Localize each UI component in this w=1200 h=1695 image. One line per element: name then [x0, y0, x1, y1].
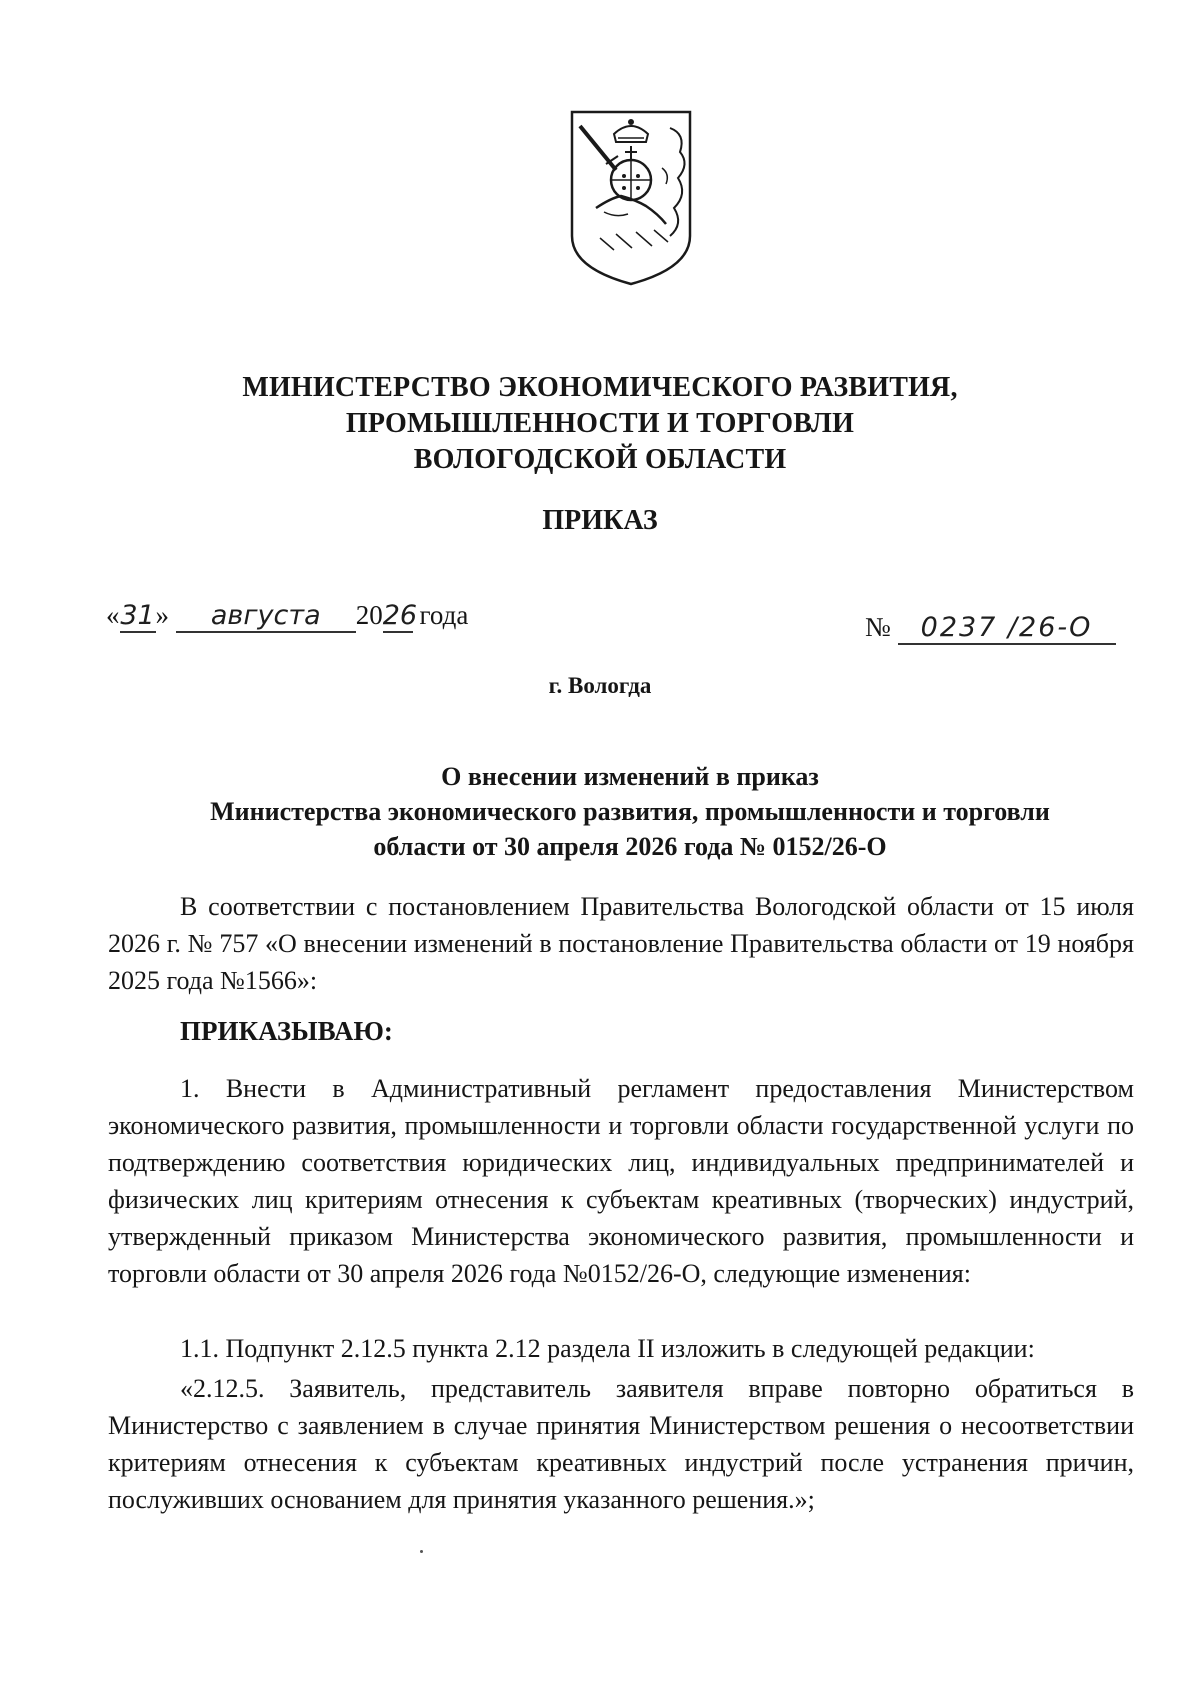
ministry-name-line-3: ВОЛОГОДСКОЙ ОБЛАСТИ — [413, 444, 787, 475]
item-1-paragraph: 1. Внести в Административный регламент предоставления Министерством экономического развития, промышленности и торговли области государственной услуги по подтверждению соответствия юридических лиц, индивидуальных предпринимателей и физических лиц критериям отнесения к субъектам креативных (творческих) индустрий, утвержденный приказом Министерства экономического развития, промышленности и торговли области от 30 апреля 2026 года №0152/26-О, следующие изменения: — [108, 1074, 1134, 1288]
vologda-coat-of-arms-icon — [566, 108, 696, 288]
ministry-name-line-2: ПРОМЫШЛЕННОСТИ И ТОРГОВЛИ — [345, 408, 855, 439]
subject-line-3: области от 30 апреля 2026 года № 0152/26-О — [373, 832, 887, 861]
coat-of-arms-icon — [566, 108, 696, 288]
scan-speck — [420, 1550, 423, 1553]
number-value: 0237 /26-О — [898, 613, 1116, 645]
date-day: 31 — [120, 600, 155, 631]
date-year-word: года — [419, 600, 469, 630]
item-1-1-text-paragraph: «2.12.5. Заявитель, представитель заявителя вправе повторно обратиться в Министерство с заявлением в случае принятия Министерством решения о несоответствии критериям отнесения к субъектам креативных индустрий после устранения причин, послуживших основанием для принятия указанного решения.»; — [108, 1374, 1134, 1514]
date-close-quote: » — [155, 600, 169, 630]
order-number — [865, 612, 1116, 645]
item-1-1-paragraph: 1.1. Подпункт 2.12.5 пункта 2.12 раздела II изложить в следующей редакции: — [180, 1334, 1035, 1363]
ministry-name-line-1: МИНИСТЕРСТВО ЭКОНОМИЧЕСКОГО РАЗВИТИЯ, — [242, 372, 958, 403]
subject-line-2: Министерства экономического развития, промышленности и торговли — [210, 797, 1050, 826]
number-sign: № — [865, 612, 891, 642]
date-year-prefix: 20 — [355, 600, 383, 630]
date-open-quote: « — [106, 600, 120, 630]
preamble-paragraph: В соответствии с постановлением Правительства Вологодской области от 15 июля 2026 г. № 757 «О внесении изменений в постановление Правительства области от 19 ноября 2025 года №1566»: — [108, 892, 1134, 995]
date-year-suffix: 26 — [382, 600, 418, 631]
subject-line-1: О внесении изменений в приказ — [441, 762, 819, 791]
date-month: августа — [176, 601, 356, 633]
order-date — [106, 600, 468, 633]
order-keyword: ПРИКАЗЫВАЮ: — [180, 1016, 393, 1046]
document-type-title: ПРИКАЗ — [542, 505, 658, 536]
city-name: г. Вологда — [548, 673, 652, 698]
